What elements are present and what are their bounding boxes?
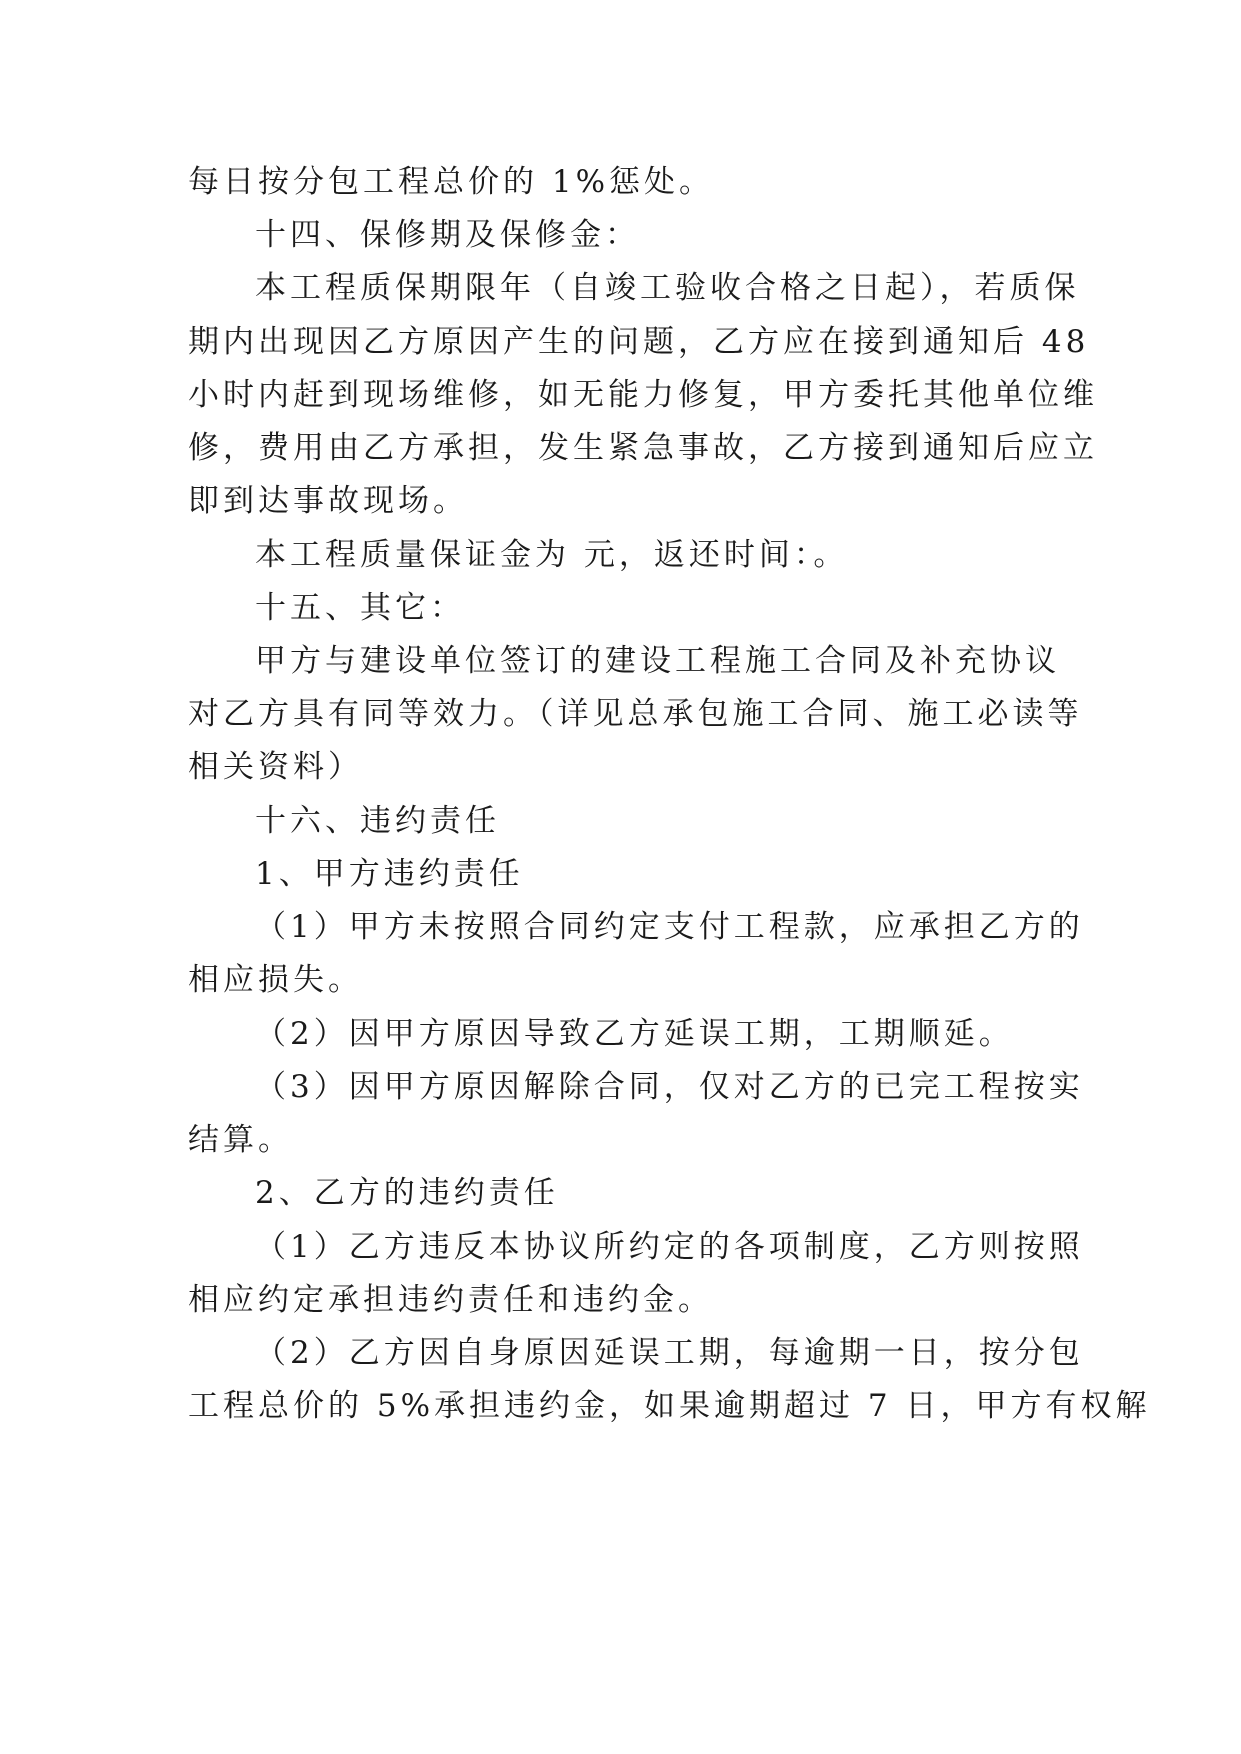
text-line: 每日按分包工程总价的 1%惩处。 (188, 164, 715, 200)
text-line: （2）乙方因自身原因延误工期，每逾期一日，按分包 (255, 1335, 1084, 1371)
section-heading: 十四、保修期及保修金： (255, 217, 640, 253)
text-line: （2）因甲方原因导致乙方延误工期，工期顺延。 (255, 1016, 1014, 1052)
text-line: （3）因甲方原因解除合同，仅对乙方的已完工程按实 (255, 1069, 1084, 1105)
text-line: （1）乙方违反本协议所约定的各项制度，乙方则按照 (255, 1229, 1084, 1265)
text-line: 对乙方具有同等效力。（详见总承包施工合同、施工必读等 (188, 696, 1083, 732)
subsection-heading: 2、乙方的违约责任 (255, 1175, 559, 1211)
text-line: 相关资料） (188, 749, 363, 785)
text-line: 相应约定承担违约责任和违约金。 (188, 1282, 713, 1318)
text-line: 期内出现因乙方原因产生的问题，乙方应在接到通知后 48 (188, 324, 1090, 360)
text-line: （1）甲方未按照合同约定支付工程款，应承担乙方的 (255, 909, 1084, 945)
subsection-heading: 1、甲方违约责任 (255, 856, 524, 892)
text-line: 本工程质量保证金为 元，返还时间：。 (255, 537, 849, 573)
text-line: 修，费用由乙方承担，发生紧急事故，乙方接到通知后应立 (188, 430, 1098, 466)
text-line: 工程总价的 5%承担违约金，如果逾期超过 7 日，甲方有权解 (188, 1388, 1151, 1424)
text-line: 结算。 (188, 1122, 293, 1158)
text-line: 本工程质保期限年（自竣工验收合格之日起），若质保 (255, 270, 1080, 306)
text-line: 甲方与建设单位签订的建设工程施工合同及补充协议 (255, 643, 1060, 679)
text-line: 相应损失。 (188, 962, 363, 998)
section-heading: 十六、违约责任 (255, 803, 500, 839)
section-heading: 十五、其它： (255, 590, 465, 626)
text-line: 即到达事故现场。 (188, 483, 468, 519)
text-line: 小时内赶到现场维修，如无能力修复，甲方委托其他单位维 (188, 377, 1098, 413)
